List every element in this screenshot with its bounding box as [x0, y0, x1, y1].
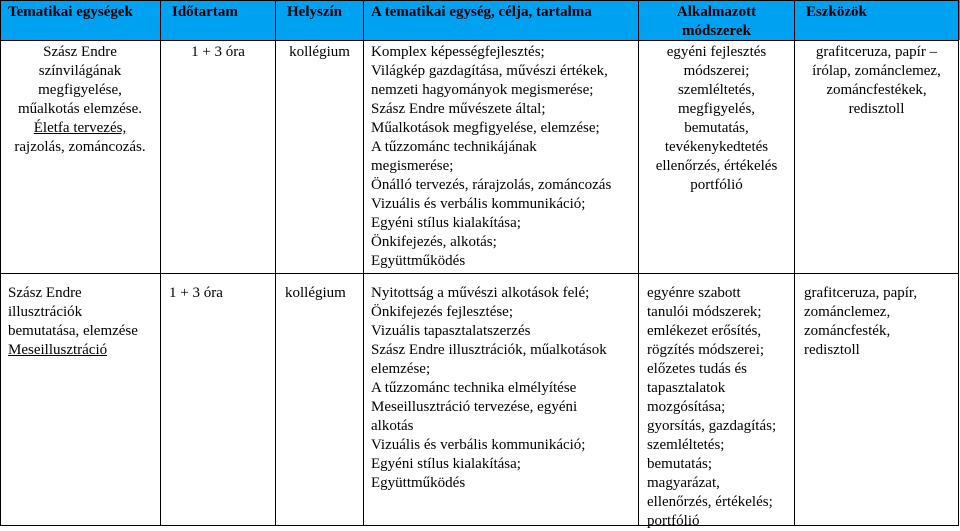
row1-methods: egyéni fejlesztés módszerei; szemléltetés, megfigyelés, bemutatás, tevékenykedtetés ellenőrzés, értékelés portfólió	[655, 44, 778, 193]
row1-unit: Szász Endre színvilágának megfigyelése, műalkotás elemzése. Életfa tervezés, rajzolás, zománcozás.	[14, 44, 146, 155]
row1-topic: Komplex képességfejlesztés; Világkép gazdagítása, művészi értékek, nemzeti hagyományok megismerése; Szász Endre művészete által; Műalkotások megfigyelése, elemzése; A tűzzománc technikájának megismerése; Önálló tervezés, rárajzolás, zománcozás Vizuális és verbális kommunikáció; Egyéni stílus kialakítása; Önkifejezés, alkotás; Együttműködés	[371, 44, 612, 269]
grid-line	[275, 0, 276, 526]
row2-unit: Szász Endre illusztrációk bemutatása, elemzése Meseillusztráció	[8, 285, 138, 358]
header-topic: A tematikai egység, célja, tartalma	[371, 4, 592, 20]
header-duration: Időtartam	[172, 4, 238, 20]
header-methods: Alkalmazott módszerek	[676, 4, 757, 39]
row2-location: kollégium	[285, 285, 346, 301]
grid-line	[0, 0, 959, 1]
grid-line	[958, 0, 959, 526]
header-tools: Eszközök	[806, 4, 867, 20]
grid-line	[0, 273, 959, 274]
row1-location: kollégium	[289, 44, 350, 60]
row1-duration: 1 + 3 óra	[191, 44, 245, 60]
row2-duration: 1 + 3 óra	[169, 285, 223, 301]
header-units: Tematikai egységek	[8, 4, 133, 20]
header-location: Helyszín	[287, 4, 342, 20]
grid-line	[0, 40, 959, 41]
row2-methods: egyénre szabott tanulói módszerek; emlékezet erősítés, rögzítés módszerei; előzetes tudás és tapasztalatok mozgósítása; gyorsítás, gazdagítás; szemléltetés; bemutatás; magyarázat, ellenőrzés, értékelés; portfólió	[647, 285, 777, 529]
grid-line	[363, 0, 364, 526]
row2-tools: grafitceruza, papír, zománclemez, zománcfesték, redisztoll	[804, 285, 918, 358]
row2-topic: Nyitottság a művészi alkotások felé; Önkifejezés fejlesztése; Vizuális tapasztalatszerzés Szász Endre illusztrációk, műalkotások elemzése; A tűzzománc technika elmélyítése Meseillusztráció tervezése, egyéni alkotás Vizuális és verbális kommunikáció; Egyéni stílus kialakítása; Együttműködés	[371, 285, 607, 491]
grid-line	[160, 0, 161, 526]
row1-tools: grafitceruza, papír – írólap, zománclemez, zománcfestékek, redisztoll	[812, 44, 941, 117]
